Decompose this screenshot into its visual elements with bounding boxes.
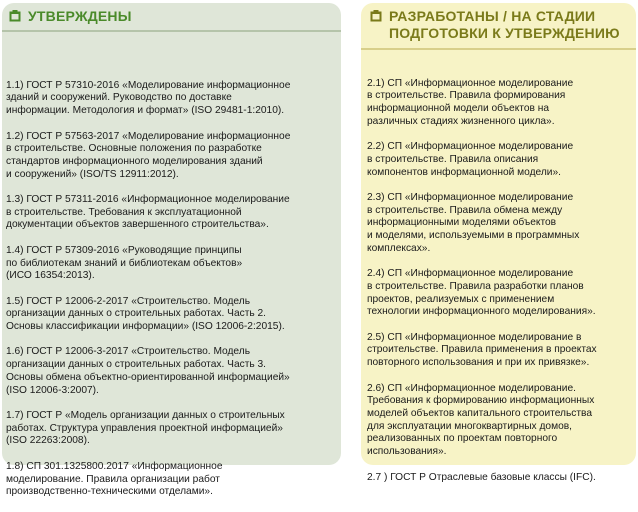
- list-item: 1.4) ГОСТ Р 57309-2016 «Руководящие принципы по библиотекам знаний и библиотекам объектов» (ИСО 16354:2013).: [6, 244, 243, 282]
- list-item: 1.7) ГОСТ Р «Модель организации данных о строительных работах. Структура управления проектной информацией» (ISO 22263:2008).: [6, 409, 285, 447]
- approved-panel: [2, 3, 341, 498]
- list-item: 1.6) ГОСТ Р 12006-3-2017 «Строительство. Модель организации данных о строительных работах. Часть 3. Основы обмена объектно-ориентированной информацией» (ISO 12006-3:2007).: [6, 346, 290, 396]
- clipboard-icon: [370, 10, 382, 22]
- in-development-title: РАЗРАБОТАНЫ / НА СТАДИИ ПОДГОТОВКИ К УТВЕРЖДЕНИЮ: [389, 8, 620, 41]
- clipboard-icon: [9, 10, 21, 22]
- approved-header: [2, 3, 341, 25]
- list-item: 1.8) СП 301.1325800.2017 «Информационное моделирование. Правила организации работ производственно-техническими отделами».: [6, 460, 223, 498]
- list-item: 1.2) ГОСТ Р 57563-2017 «Моделирование информационное в строительстве. Основные положения по разработке стандартов информационного моделирования зданий и сооружений» (ISO/TS 12911:2012).: [6, 130, 291, 180]
- list-item: 2.7 ) ГОСТ Р Отраслевые базовые классы (IFC).: [367, 471, 596, 483]
- list-item: 2.3) СП «Информационное моделирование в строительстве. Правила обмена между информационными моделями объектов и моделями, используемыми в программных комплексах».: [367, 192, 580, 254]
- approved-divider: [2, 30, 341, 32]
- list-item: 1.1) ГОСТ Р 57310-2016 «Моделирование информационное зданий и сооружений. Руководство по доставке информации. Методология и формат» (ISO 29481-1:2010).: [6, 79, 291, 117]
- list-item: 1.3) ГОСТ Р 57311-2016 «Информационное моделирование в строительстве. Требования к эксплуатационной документации объектов завершенного строительства».: [6, 194, 290, 231]
- list-item: 2.1) СП «Информационное моделирование в строительстве. Правила формирования информационной модели объектов на различных стадиях жизненного цикла».: [367, 77, 574, 127]
- in-development-divider: [361, 48, 636, 50]
- list-item: 2.2) СП «Информационное моделирование в строительстве. Правила описания компонентов информационной модели».: [367, 141, 574, 178]
- list-item: 1.5) ГОСТ Р 12006-2-2017 «Строительство. Модель организации данных о строительных работах. Часть 2. Основы классификации информации» (ISO 12006-2:2015).: [6, 295, 285, 333]
- list-item: 2.4) СП «Информационное моделирование в строительстве. Правила разработки планов проектов, реализуемых с применением технологии информационного моделирования».: [367, 268, 596, 318]
- approved-title: УТВЕРЖДЕНЫ: [28, 8, 132, 24]
- list-item: 2.6) СП «Информационное моделирование. Требования к формированию информационных моделей объектов капитального строительства для эксплуатации многоквартирных домов, реализованных по проектам повторного использования».: [367, 382, 595, 458]
- list-item: 2.5) СП «Информационное моделирование в строительстве. Правила применения в проектах повторного использования и при их привязке».: [367, 331, 597, 369]
- in-development-panel: [361, 3, 636, 483]
- in-development-list: [367, 65, 633, 497]
- in-development-header: [361, 3, 636, 42]
- approved-list: [6, 67, 338, 512]
